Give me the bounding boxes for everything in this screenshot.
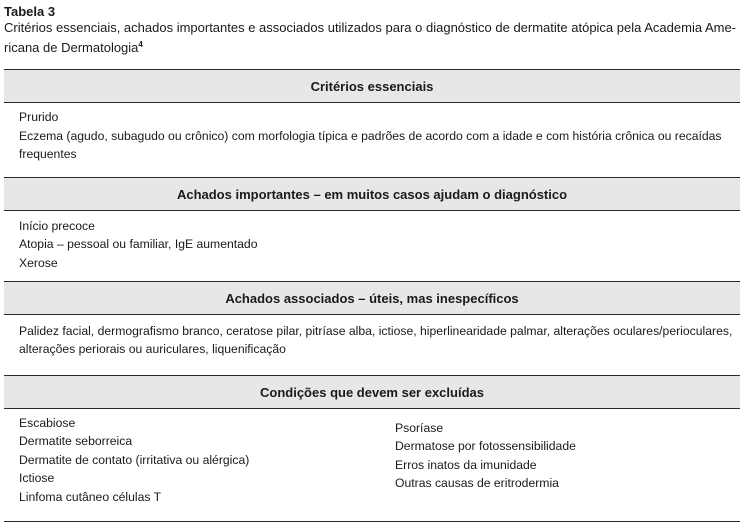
list-item: Xerose — [19, 256, 58, 270]
list-item: Psoríase — [395, 421, 444, 435]
table-label: Tabela 3 — [4, 4, 56, 19]
caption-line-2: ricana de Dermatologia — [4, 40, 139, 55]
section-header-associated — [4, 282, 740, 314]
list-item: Início precoce — [19, 219, 95, 233]
list-item: frequentes — [19, 147, 77, 161]
section-header-essential — [4, 70, 740, 102]
list-item: Prurido — [19, 110, 59, 124]
list-item: Outras causas de eritrodermia — [395, 476, 559, 490]
list-item: Palidez facial, dermografismo branco, ceratose pilar, pitríase alba, ictiose, hiperlinearidade palmar, alterações oculares/perioculares, — [19, 324, 733, 338]
list-item: Dermatose por fotossensibilidade — [395, 439, 576, 453]
section-divider — [4, 210, 740, 211]
list-item: Eczema (agudo, subagudo ou crônico) com morfologia típica e padrões de acordo com a idade e com história crônica ou recaídas — [19, 129, 722, 143]
section-title: Condições que devem ser excluídas — [260, 384, 484, 400]
section-divider — [4, 408, 740, 409]
caption-line-1: Critérios essenciais, achados importantes e associados utilizados para o diagnóstico de dermatite atópica pela Academia Ame- — [4, 20, 737, 35]
list-item: Erros inatos da imunidade — [395, 458, 537, 472]
section-title: Achados associados – úteis, mas inespecíficos — [225, 290, 519, 306]
list-item: alterações periorais ou auriculares, liquenificação — [19, 342, 286, 356]
section-divider — [4, 314, 740, 315]
table-bottom-rule — [4, 521, 740, 522]
section-divider — [4, 102, 740, 103]
list-item: Dermatite seborreica — [19, 434, 133, 448]
section-title: Critérios essenciais — [310, 78, 434, 94]
caption-reference: 4 — [138, 40, 143, 49]
list-item: Ictiose — [19, 471, 55, 485]
section-header-important — [4, 178, 740, 210]
section-title: Achados importantes – em muitos casos ajudam o diagnóstico — [176, 186, 568, 202]
list-item: Escabiose — [19, 416, 76, 430]
section-header-excluded — [4, 376, 740, 408]
list-item: Linfoma cutâneo células T — [19, 490, 162, 504]
list-item: Atopia – pessoal ou familiar, IgE aumentado — [19, 237, 258, 251]
table-caption — [4, 19, 739, 56]
list-item: Dermatite de contato (irritativa ou alérgica) — [19, 453, 250, 467]
